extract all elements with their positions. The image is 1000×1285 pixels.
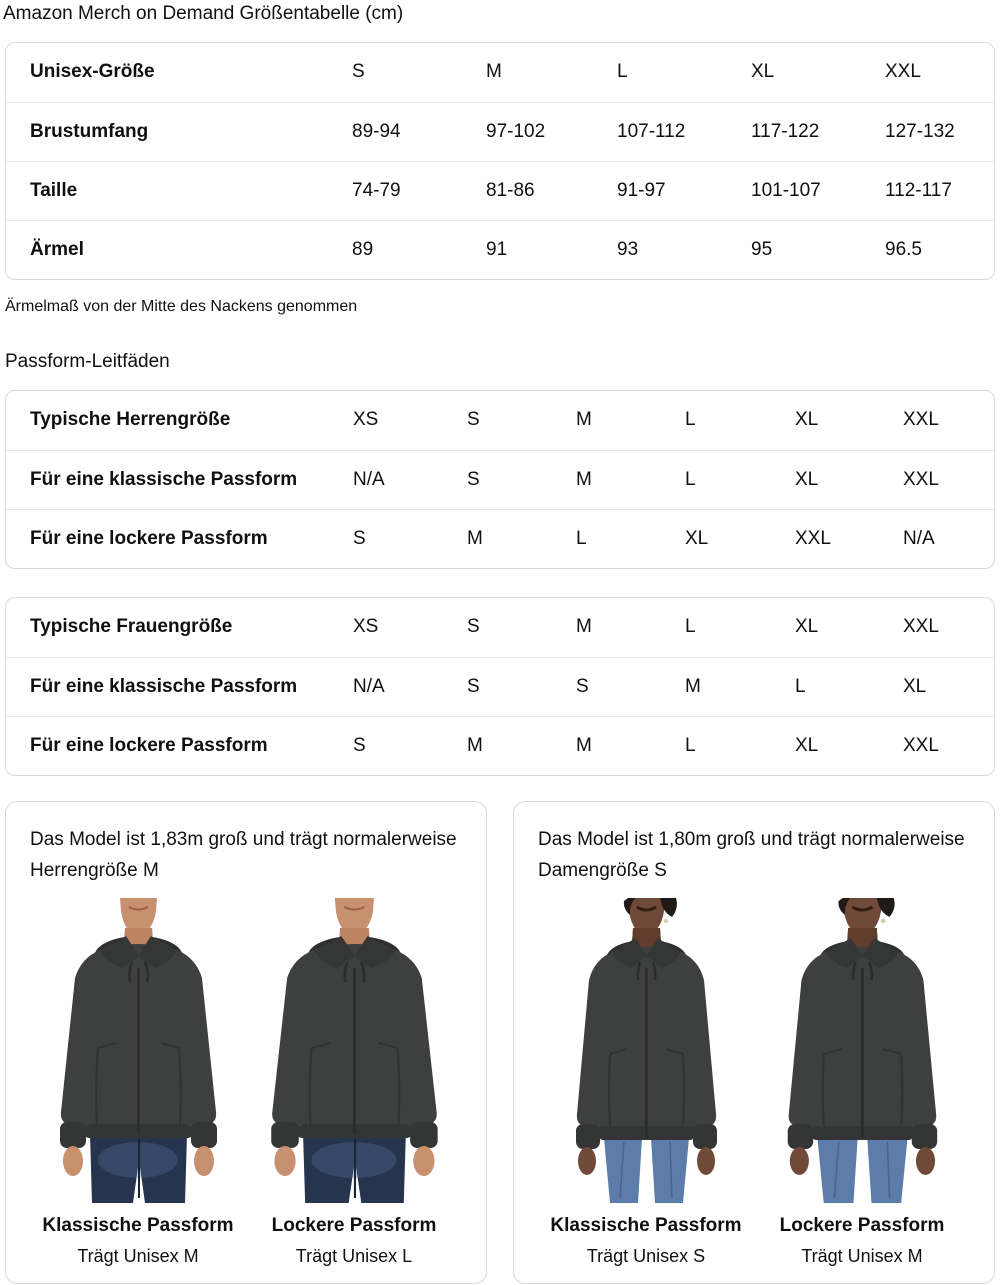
size-col-m: M (486, 61, 502, 83)
figure-subtitle: Trägt Unisex S (586, 1246, 706, 1266)
figure-men-loose (246, 898, 462, 1267)
table-row-chest (6, 102, 994, 161)
model-cards-row (5, 801, 995, 1284)
cell: XL (795, 450, 903, 509)
cell: 93 (617, 220, 751, 279)
row-label: Für eine klassische Passform (6, 657, 353, 716)
cell: 91 (486, 220, 617, 279)
model-description: Das Model ist 1,83m groß und trägt normalerweise Herrengröße M (30, 829, 457, 881)
cell: M (576, 716, 685, 775)
cell: 81-86 (486, 161, 617, 220)
table-row-womens-loose-fit (6, 716, 994, 775)
size-table-header-row (6, 43, 994, 102)
cell: 96.5 (885, 220, 994, 279)
table-row-typical-womens-size (6, 598, 994, 657)
cell: 107-112 (617, 102, 751, 161)
cell: XXL (903, 716, 994, 775)
table-row-typical-mens-size (6, 391, 994, 450)
cell: S (353, 509, 467, 568)
fit-guides-heading: Passform-Leitfäden (5, 351, 170, 372)
cell: S (576, 657, 685, 716)
figure-subtitle: Trägt Unisex M (77, 1246, 199, 1266)
table-row-mens-classic-fit (6, 450, 994, 509)
cell: 74-79 (352, 161, 486, 220)
table-row-sleeve (6, 220, 994, 279)
cell: XXL (903, 450, 994, 509)
model-card-men (5, 801, 487, 1284)
model-description: Das Model ist 1,80m groß und trägt normalerweise Damengröße S (538, 829, 965, 881)
cell: N/A (353, 450, 467, 509)
row-label: Für eine lockere Passform (6, 509, 353, 568)
cell: XXL (903, 616, 939, 638)
model-photo-women-classic (544, 898, 749, 1203)
figure-title: Lockere Passform (779, 1215, 945, 1236)
model-photo-men-classic (36, 898, 241, 1203)
sleeve-footnote: Ärmelmaß von der Mitte des Nackens genommen (5, 298, 358, 315)
size-col-xl: XL (751, 61, 775, 83)
row-label: Für eine klassische Passform (6, 450, 353, 509)
cell: XS (353, 409, 379, 431)
cell: S (467, 616, 480, 638)
cell: N/A (903, 509, 994, 568)
cell: XL (795, 616, 819, 638)
figure-title: Klassische Passform (42, 1215, 234, 1236)
cell: XXL (903, 409, 939, 431)
cell: XS (353, 616, 379, 638)
size-col-s: S (352, 61, 365, 83)
cell: 91-97 (617, 161, 751, 220)
cell: XL (795, 409, 819, 431)
cell: M (467, 716, 576, 775)
size-table-header-label: Unisex-Größe (30, 61, 155, 83)
cell: 127-132 (885, 102, 994, 161)
cell: XL (903, 657, 994, 716)
figure-women-classic (538, 898, 754, 1267)
cell: XL (795, 716, 903, 775)
fit-table-men (5, 390, 995, 569)
cell: XL (685, 509, 795, 568)
table-row-waist (6, 161, 994, 220)
figure-subtitle: Trägt Unisex L (295, 1246, 413, 1266)
table-row-womens-classic-fit (6, 657, 994, 716)
cell: 89-94 (352, 102, 486, 161)
row-label: Typische Frauengröße (30, 616, 233, 638)
figure-subtitle: Trägt Unisex M (801, 1246, 923, 1266)
model-photo-men-loose (252, 898, 457, 1203)
cell: L (795, 657, 903, 716)
row-label: Taille (6, 161, 352, 220)
figure-women-loose (754, 898, 970, 1267)
cell: 101-107 (751, 161, 885, 220)
page-title: Amazon Merch on Demand Größentabelle (cm) (3, 3, 404, 24)
cell: L (685, 409, 696, 431)
row-label: Für eine lockere Passform (6, 716, 353, 775)
fit-table-women (5, 597, 995, 776)
cell: 112-117 (885, 161, 994, 220)
cell: M (576, 616, 592, 638)
cell: N/A (353, 657, 467, 716)
size-col-l: L (617, 61, 628, 83)
cell: 117-122 (751, 102, 885, 161)
cell: S (467, 409, 480, 431)
cell: M (576, 450, 685, 509)
cell: L (576, 509, 685, 568)
figure-title: Klassische Passform (550, 1215, 742, 1236)
cell: 97-102 (486, 102, 617, 161)
cell: S (467, 450, 576, 509)
model-photo-women-loose (760, 898, 965, 1203)
size-table (5, 42, 995, 280)
cell: L (685, 716, 795, 775)
cell: M (685, 657, 795, 716)
row-label: Brustumfang (6, 102, 352, 161)
cell: L (685, 450, 795, 509)
model-card-women (513, 801, 995, 1284)
table-row-mens-loose-fit (6, 509, 994, 568)
cell: 89 (352, 220, 486, 279)
cell: M (467, 509, 576, 568)
cell: S (467, 657, 576, 716)
row-label: Ärmel (6, 220, 352, 279)
row-label: Typische Herrengröße (30, 409, 231, 431)
figure-men-classic (30, 898, 246, 1267)
cell: S (353, 716, 467, 775)
cell: 95 (751, 220, 885, 279)
size-col-xxl: XXL (885, 61, 921, 83)
cell: M (576, 409, 592, 431)
cell: L (685, 616, 696, 638)
figure-title: Lockere Passform (271, 1215, 437, 1236)
cell: XXL (795, 509, 903, 568)
